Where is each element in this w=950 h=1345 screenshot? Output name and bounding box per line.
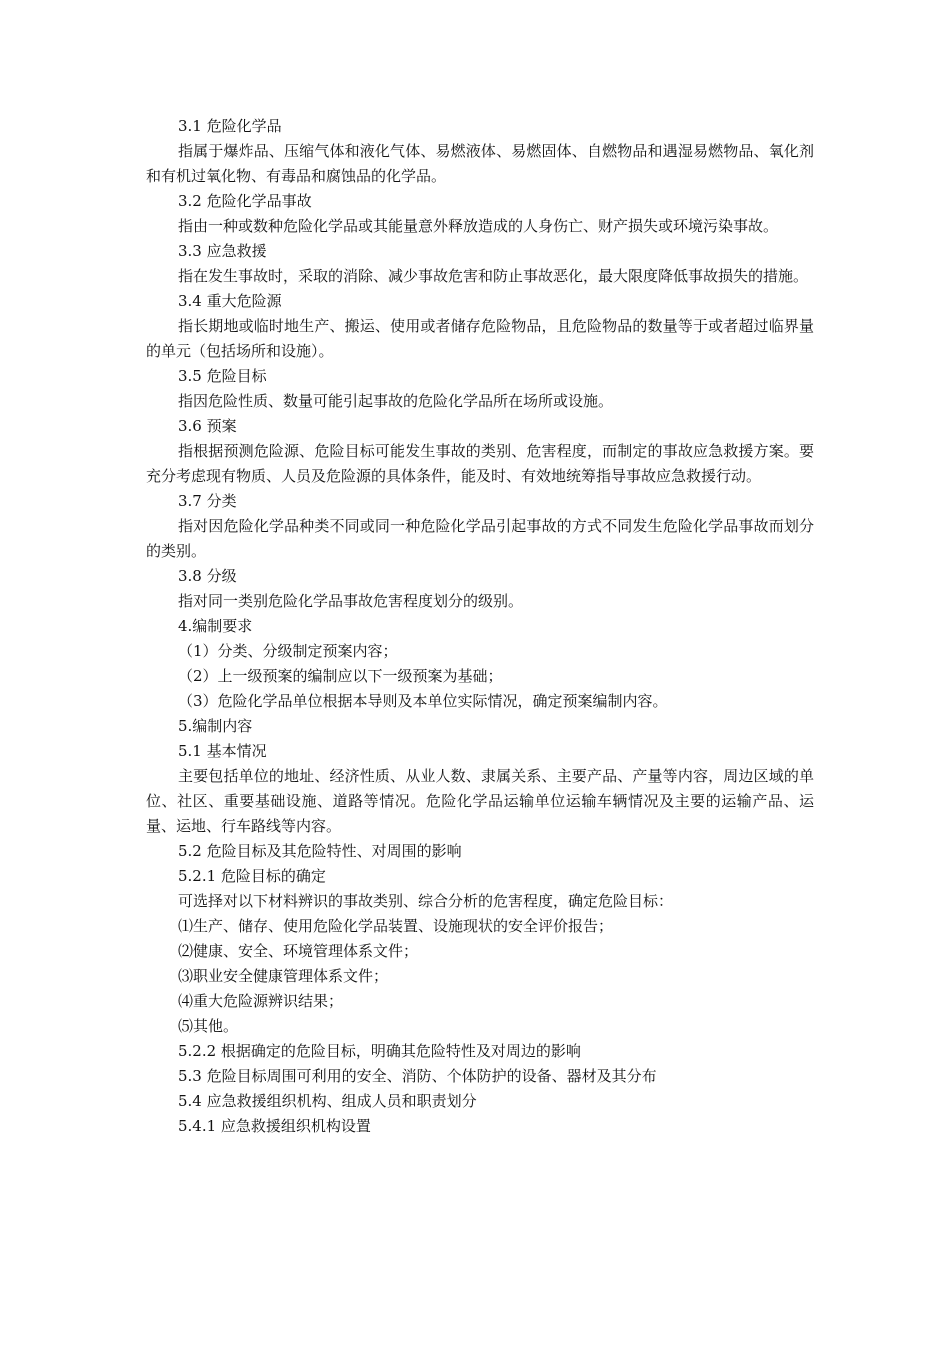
body-paragraph: 指在发生事故时，采取的消除、减少事故危害和防止事故恶化，最大限度降低事故损失的措施。 — [178, 267, 809, 285]
body-paragraph: 指根据预测危险源、危险目标可能发生事故的类别、危害程度，而制定的事故应急救援方案。要充分考虑现有物质、人员及危险源的具体条件，能及时、有效地统筹指导事故应急救援行动。 — [146, 442, 814, 485]
section-heading: 5.2 危险目标及其危险特性、对周围的影响 — [178, 842, 462, 860]
section-heading: 5.3 危险目标周围可利用的安全、消防、个体防护的设备、器材及其分布 — [178, 1067, 657, 1085]
list-item: （2）上一级预案的编制应以下一级预案为基础； — [178, 667, 503, 685]
section-heading: 5.2.2 根据确定的危险目标，明确其危险特性及对周边的影响 — [178, 1042, 581, 1060]
body-paragraph: 指对因危险化学品种类不同或同一种危险化学品引起事故的方式不同发生危险化学品事故而划分的类别。 — [146, 517, 814, 560]
list-item: （3）危险化学品单位根据本导则及本单位实际情况，确定预案编制内容。 — [178, 692, 668, 710]
section-heading: 3.8 分级 — [178, 567, 237, 585]
section-heading: 3.7 分类 — [178, 492, 237, 510]
section-heading: 3.3 应急救援 — [178, 242, 267, 260]
body-paragraph: 主要包括单位的地址、经济性质、从业人数、隶属关系、主要产品、产量等内容，周边区域的单位、社区、重要基础设施、道路等情况。危险化学品运输单位运输车辆情况及主要的运输产品、运量、运地、行车路线等内容。 — [146, 767, 814, 835]
section-heading: 5.1 基本情况 — [178, 742, 267, 760]
body-paragraph: 指长期地或临时地生产、搬运、使用或者储存危险物品，且危险物品的数量等于或者超过临界量的单元（包括场所和设施）。 — [146, 317, 814, 360]
section-heading: ⑴生产、储存、使用危险化学品装置、设施现状的安全评价报告； — [178, 917, 614, 935]
section-heading: 5.4 应急救援组织机构、组成人员和职责划分 — [178, 1092, 477, 1110]
section-heading: 可选择对以下材料辨识的事故类别、综合分析的危害程度，确定危险目标： — [178, 892, 674, 910]
section-heading: 3.1 危险化学品 — [178, 117, 282, 135]
section-heading: 5.4.1 应急救援组织机构设置 — [178, 1117, 371, 1135]
body-paragraph: 指由一种或数种危险化学品或其能量意外释放造成的人身伤亡、财产损失或环境污染事故。 — [178, 217, 779, 235]
section-heading: ⑶职业安全健康管理体系文件； — [178, 967, 389, 985]
section-heading: ⑸其他。 — [178, 1017, 239, 1035]
section-heading: 5.2.1 危险目标的确定 — [178, 867, 326, 885]
list-item: （1）分类、分级制定预案内容； — [178, 642, 398, 660]
section-heading: 3.2 危险化学品事故 — [178, 192, 312, 210]
body-paragraph: 指属于爆炸品、压缩气体和液化气体、易燃液体、易燃固体、自燃物品和遇湿易燃物品、氧化剂和有机过氧化物、有毒品和腐蚀品的化学品。 — [146, 142, 814, 185]
section-heading: 5.编制内容 — [178, 717, 253, 735]
section-heading: 3.6 预案 — [178, 417, 237, 435]
body-paragraph: 指因危险性质、数量可能引起事故的危险化学品所在场所或设施。 — [178, 392, 614, 410]
section-heading: 3.4 重大危险源 — [178, 292, 282, 310]
section-heading: ⑵健康、安全、环境管理体系文件； — [178, 942, 419, 960]
document-body — [146, 114, 814, 1139]
body-paragraph: 指对同一类别危险化学品事故危害程度划分的级别。 — [178, 592, 524, 610]
section-heading: ⑷重大危险源辨识结果； — [178, 992, 344, 1010]
section-heading: 3.5 危险目标 — [178, 367, 267, 385]
section-heading: 4.编制要求 — [178, 617, 253, 635]
